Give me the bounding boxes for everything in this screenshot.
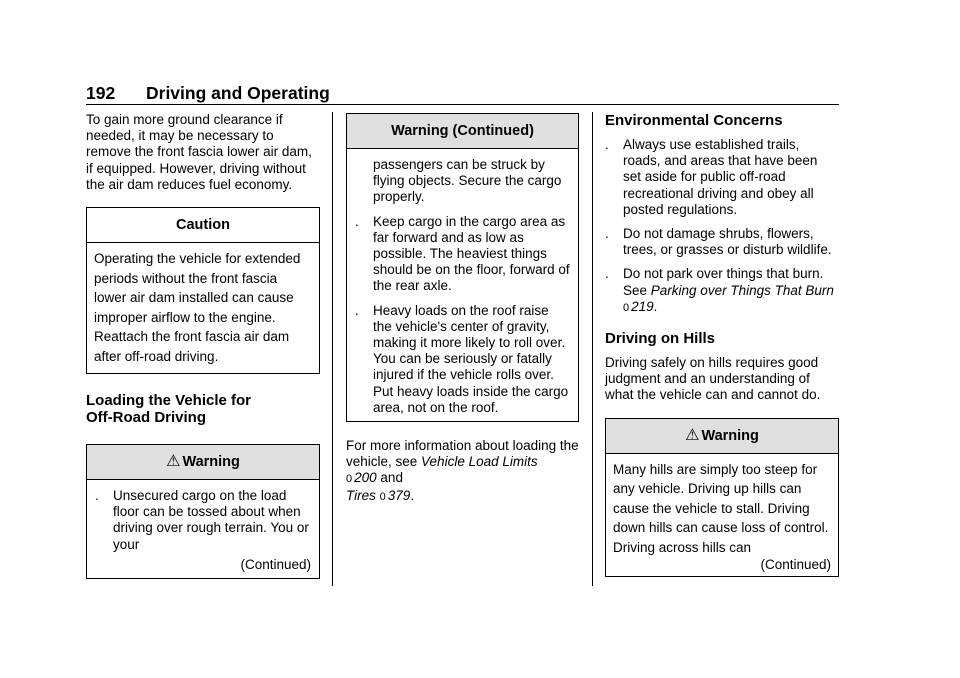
column-divider <box>332 112 333 586</box>
bullet-text: Do not damage shrubs, flowers, trees, or grasses or disturb wildlife. <box>623 226 832 258</box>
list-item <box>355 214 570 295</box>
vehicle-load-limits-link[interactable]: Vehicle Load Limits <box>421 454 538 470</box>
column-left <box>86 112 320 579</box>
column-divider <box>592 112 593 586</box>
and-text: and <box>380 470 403 486</box>
page-number: 192 <box>86 83 116 103</box>
hills-warning-title <box>606 419 838 454</box>
list-item <box>605 137 839 218</box>
env-list <box>605 137 839 316</box>
bullet-text: Always use established trails, roads, and areas that have been set aside for public off-road recreational driving and obey all posted regulations. <box>623 137 818 217</box>
intro-paragraph: To gain more ground clearance if needed, it may be necessary to remove the front fascia lower air dam, if equipped. However, driving without the air dam reduces fuel economy. <box>86 112 312 192</box>
driving-on-hills-heading: Driving on Hills <box>605 330 716 348</box>
bullet-text: Do not park over things that burn. See Parking over Things That Burn 0 219. <box>623 266 834 314</box>
hills-warning-body <box>606 454 838 577</box>
list-item <box>355 303 570 416</box>
column-right <box>605 112 839 577</box>
tires-link[interactable]: Tires <box>346 487 376 503</box>
warning-box <box>86 444 320 579</box>
warning-title <box>87 445 319 480</box>
caution-body: Operating the vehicle for extended periods without the front fascia lower air dam installed can cause improper airflow to the engine. Reattach the front fascia air dam after off-road driving. <box>94 251 301 364</box>
loading-heading-line1: Loading the Vehicle for <box>86 392 252 410</box>
bullet-marker: . <box>605 226 609 242</box>
bullet-text: Unsecured cargo on the load floor can be tossed about when driving over rough terrain. You or your <box>113 488 309 552</box>
column-middle <box>346 113 579 505</box>
parking-over-things-link[interactable]: Parking over Things That Burn <box>650 282 834 298</box>
warning-title-text: Warning <box>182 454 240 471</box>
hills-warning-title-text: Warning <box>701 427 759 444</box>
warning-continued-box <box>346 113 579 422</box>
page-ref-200[interactable]: 200 <box>354 470 377 486</box>
caution-box <box>86 207 320 374</box>
more-info-text: For more information about loading the vehicle, see <box>346 438 579 470</box>
bullet-marker: . <box>605 266 609 282</box>
warning-triangle-icon: ⚠ <box>166 453 181 471</box>
warning-continued-body <box>347 149 578 421</box>
bullet-marker: . <box>355 302 359 318</box>
list-item <box>605 266 839 316</box>
continued-label: (Continued) <box>240 556 311 572</box>
page-reference-icon: 0 <box>346 473 353 486</box>
bullet-marker: . <box>605 137 609 152</box>
loading-heading-line2: Off-Road Driving <box>86 409 206 427</box>
caution-title: Caution <box>87 208 319 243</box>
continued-label: (Continued) <box>760 557 831 573</box>
section-title: Driving and Operating <box>146 83 330 103</box>
page-reference-icon: 0 <box>623 301 630 314</box>
hills-warning-box <box>605 418 839 578</box>
page-ref-379[interactable]: 379 <box>387 487 411 503</box>
park-text: Do not park over things that burn. See <box>623 266 824 298</box>
bullet-text: Heavy loads on the roof raise the vehicle's center of gravity, making it more likely to roll over. You can be seriously or fatally injured if the vehicle rolls over. Put heavy loads inside the cargo area, not on the roof. <box>373 302 569 415</box>
warning-triangle-icon: ⚠ <box>685 426 700 444</box>
bullet-text: Keep cargo in the cargo area as far forward and as low as possible. The heaviest things should be on the floor, forward of the rear axle. <box>373 213 570 294</box>
hills-intro-paragraph: Driving safely on hills requires good judgment and an understanding of what the vehicle can and cannot do. <box>605 355 821 403</box>
page-header <box>86 83 839 105</box>
list-item <box>605 226 839 258</box>
more-info-paragraph: For more information about loading the vehicle, see Vehicle Load Limits 0 200 and Tires 0 379. <box>346 438 579 503</box>
page-reference-icon: 0 <box>379 490 386 503</box>
bullet-marker: . <box>95 488 99 504</box>
loading-heading <box>86 392 320 426</box>
bullet-marker: . <box>355 213 359 229</box>
list-item <box>95 488 311 553</box>
env-concerns-heading: Environmental Concerns <box>605 112 783 129</box>
hills-warning-text: Many hills are simply too steep for any vehicle. Driving up hills can cause the vehicle to stall. Driving down hills can cause loss of control. Driving across hills can <box>613 461 829 555</box>
warning-continued-title: Warning (Continued) <box>347 114 578 149</box>
page-ref-219[interactable]: 219 <box>631 298 654 314</box>
warning-body <box>87 480 319 578</box>
warning-carry-text: passengers can be struck by flying objects. Secure the cargo properly. <box>373 157 562 205</box>
